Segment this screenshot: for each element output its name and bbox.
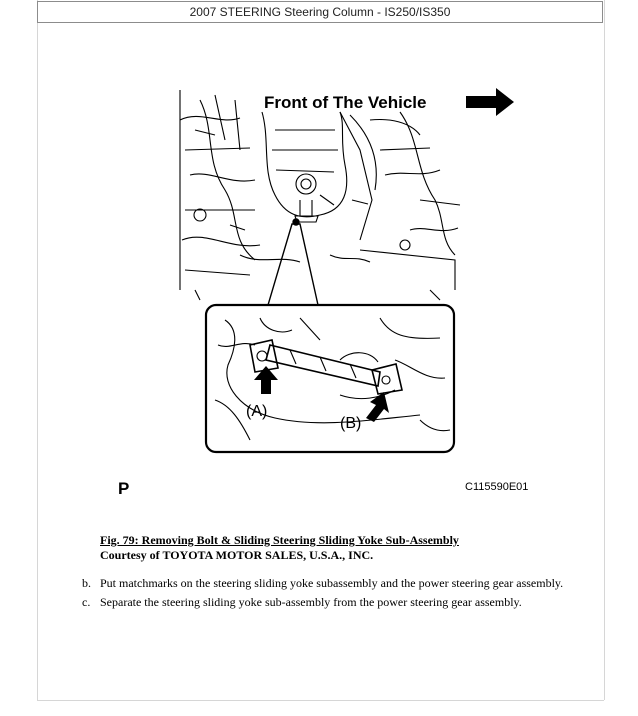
step-marker: b.	[82, 576, 91, 590]
step-text: Separate the steering sliding yoke sub-assembly from the power steering gear assembly.	[100, 595, 522, 609]
engine-bay-drawing	[180, 90, 460, 300]
procedure-steps	[82, 574, 602, 612]
figure-caption	[100, 533, 580, 563]
front-of-vehicle-label: Front of The Vehicle	[264, 93, 427, 112]
corner-letter-label: P	[118, 479, 130, 498]
figure-caption-courtesy: Courtesy of TOYOTA MOTOR SALES, U.S.A., INC.	[100, 548, 374, 562]
page-bottom-rule	[37, 700, 604, 701]
step-text: Put matchmarks on the steering sliding yoke subassembly and the power steering gear assembly.	[100, 576, 564, 590]
step-marker: c.	[82, 595, 91, 609]
detail-pointer	[268, 219, 318, 305]
procedure-step	[82, 593, 602, 612]
callout-a-label: (A)	[246, 403, 268, 420]
detail-inset	[206, 305, 454, 452]
page-header-title: 2007 STEERING Steering Column - IS250/IS350	[189, 5, 451, 19]
callout-b-label: (B)	[340, 415, 362, 432]
figure-code-label: C115590E01	[465, 481, 529, 493]
figure-caption-title: Fig. 79: Removing Bolt & Sliding Steering Sliding Yoke Sub-Assembly	[100, 533, 459, 547]
front-arrow-icon	[466, 88, 514, 116]
procedure-step	[82, 574, 602, 593]
